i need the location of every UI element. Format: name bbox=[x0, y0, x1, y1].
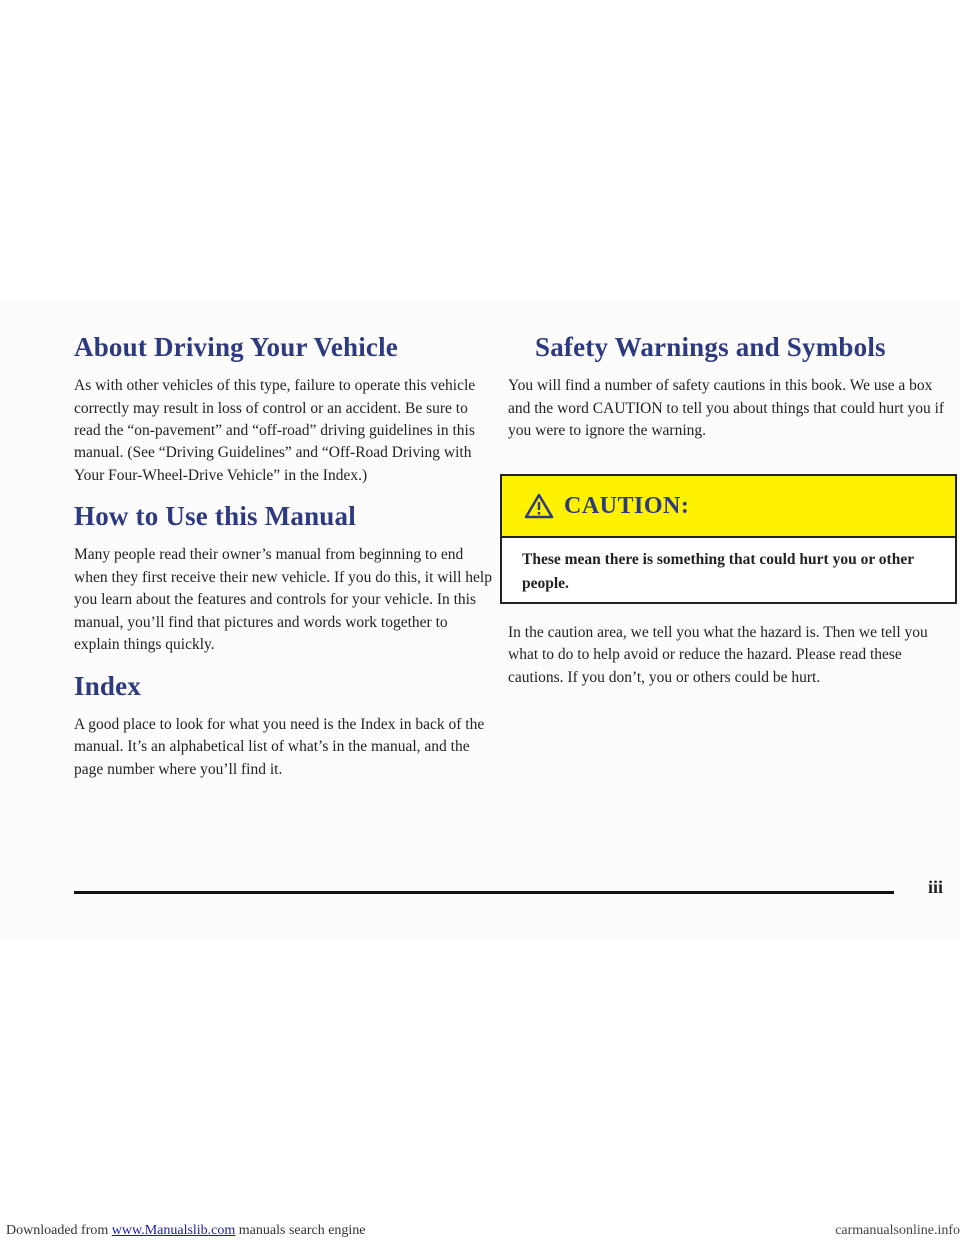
footer-watermark: carmanualsonline.info bbox=[835, 1223, 960, 1238]
caution-title: CAUTION: bbox=[564, 492, 690, 519]
left-column bbox=[74, 332, 494, 795]
section-how-to-use bbox=[74, 501, 494, 656]
text-index: A good place to look for what you need is the Index in back of the manual. It’s an alphabetical list of what’s in the manual, and the page number where you’ll find it. bbox=[74, 715, 485, 778]
text-safety-warnings: You will find a number of safety cautions in this book. We use a box and the word CAUTION to tell you about things that could hurt you if you were to ignore the warning. bbox=[508, 377, 945, 439]
download-footer bbox=[0, 1220, 960, 1242]
right-column bbox=[508, 332, 952, 456]
page-number: iii bbox=[928, 877, 944, 897]
manualslib-link[interactable]: www.Manualslib.com bbox=[111, 1223, 236, 1238]
section-index bbox=[74, 671, 494, 781]
caution-box bbox=[500, 474, 957, 604]
footer-prefix: Downloaded from bbox=[6, 1223, 109, 1238]
heading-about-driving: About Driving Your Vehicle bbox=[74, 332, 398, 362]
heading-how-to-use: How to Use this Manual bbox=[74, 501, 356, 532]
footer-suffix: manuals search engine bbox=[238, 1223, 366, 1238]
caution-explanation bbox=[508, 622, 952, 689]
text-how-to-use: Many people read their owner’s manual from beginning to end when they first receive their new vehicle. If you do this, it will help you learn about the features and controls for your vehicle. In this manual, you’ll find that pictures and words work together to explain things quickly. bbox=[74, 546, 492, 654]
section-about-driving bbox=[74, 332, 494, 487]
footer-rule bbox=[74, 891, 894, 894]
heading-index: Index bbox=[74, 670, 142, 701]
section-safety-warnings bbox=[508, 332, 952, 442]
caution-text: These mean there is something that could hurt you or other people. bbox=[522, 551, 914, 593]
heading-safety-warnings: Safety Warnings and Symbols bbox=[535, 332, 886, 362]
text-caution-explanation: In the caution area, we tell you what the hazard is. Then we tell you what to do to help avoid or reduce the hazard. Please read these cautions. If you don’t, you or others could be hurt. bbox=[508, 624, 928, 686]
text-about-driving: As with other vehicles of this type, failure to operate this vehicle correctly may result in loss of control or an accident. Be sure to read the “on-pavement” and “off-road” driving guidelines in this manual. (See “Driving Guidelines” and “Off-Road Driving with Your Four-Wheel-Drive Vehicle” in the Index.) bbox=[74, 377, 476, 484]
warning-triangle-icon bbox=[524, 493, 554, 519]
caution-header bbox=[502, 476, 955, 538]
